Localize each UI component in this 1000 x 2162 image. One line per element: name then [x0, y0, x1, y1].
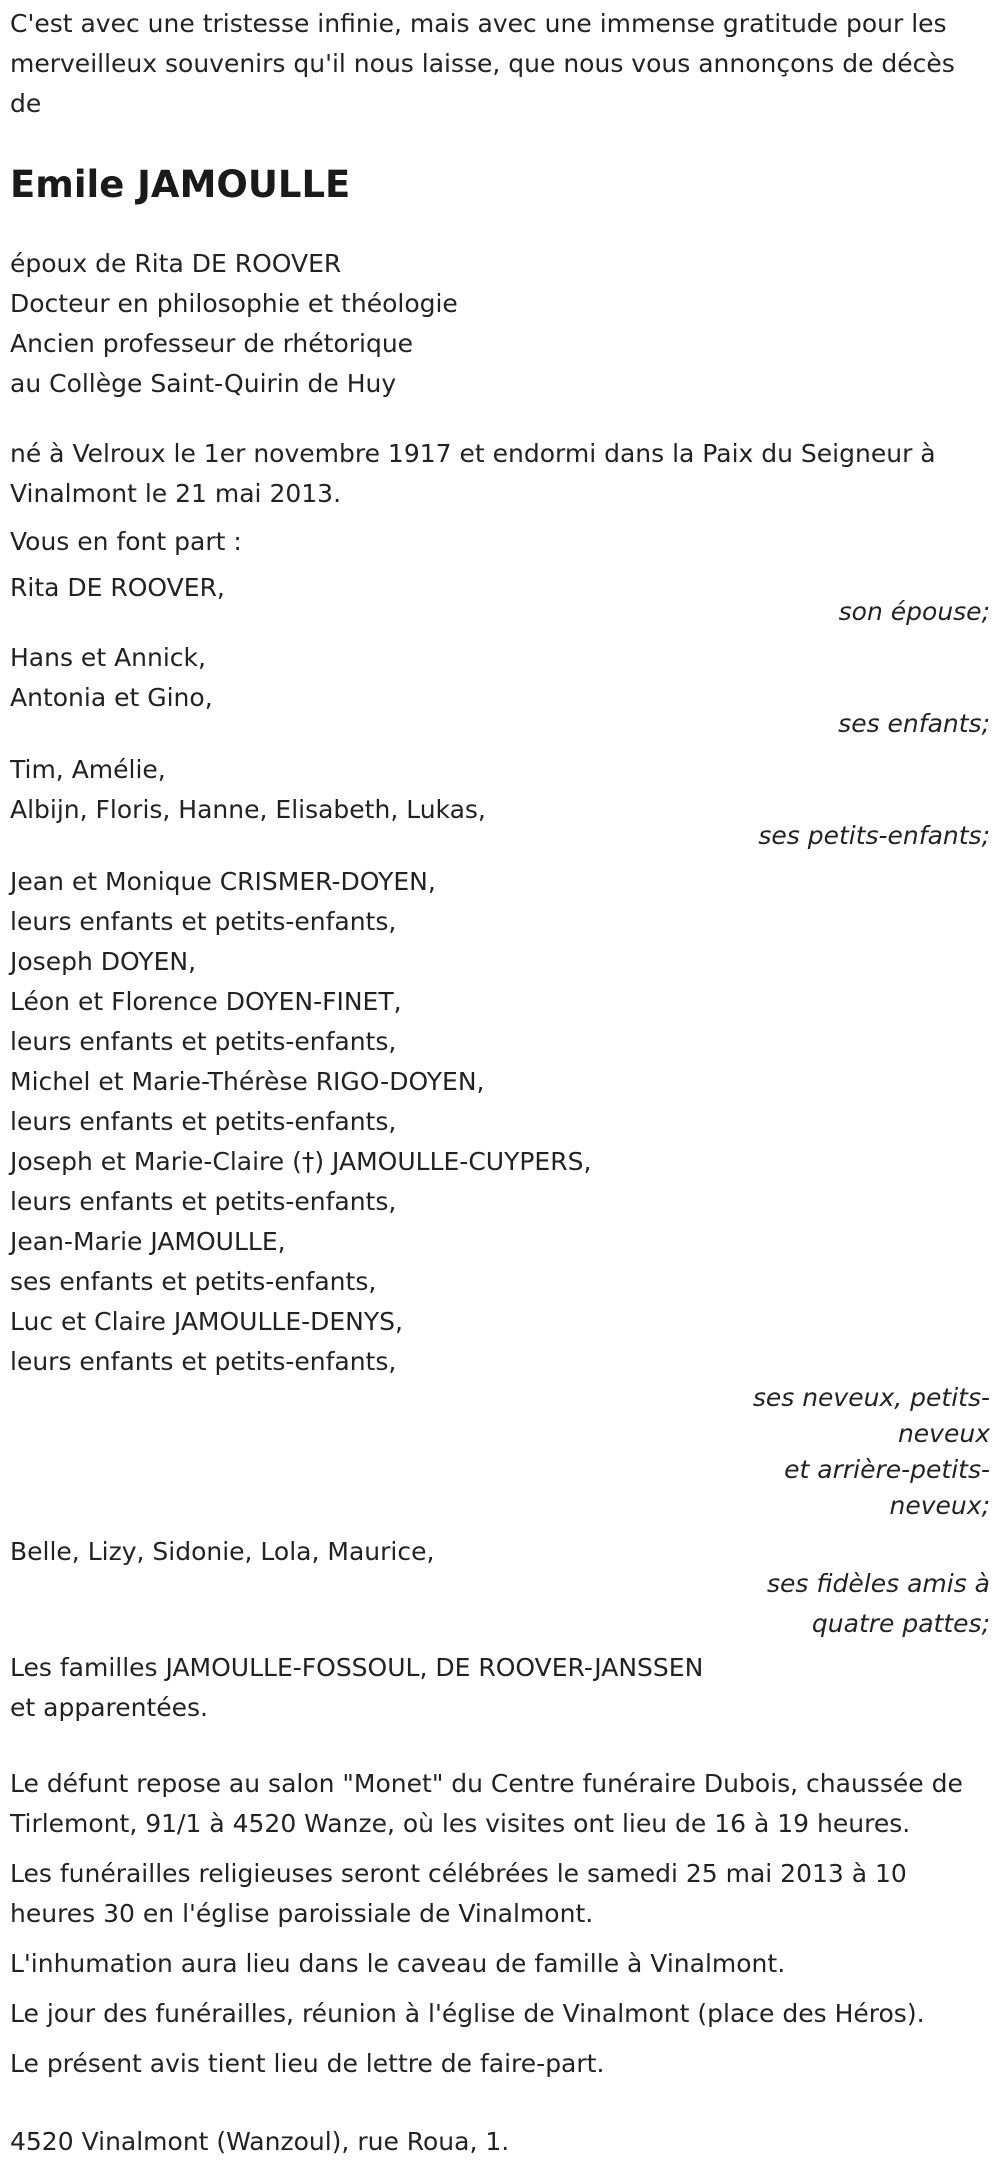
- info-paragraph: Les funérailles religieuses seront célébrées le samedi 25 mai 2013 à 10 heures 30 en l'église paroissiale de Vinalmont.: [10, 1859, 907, 1928]
- nephews-role-line: ses neveux, petits-neveux: [752, 1383, 990, 1448]
- nephew-line: leurs enfants et petits-enfants,: [10, 1187, 397, 1216]
- grandchild-line: Tim, Amélie,: [10, 755, 166, 784]
- pets-block: [10, 1532, 990, 1644]
- deceased-name: Emile JAMOULLE: [10, 163, 351, 206]
- nephews-role-line: et arrière-petits-neveux;: [784, 1455, 990, 1520]
- children-block: [10, 638, 990, 744]
- spouse-line: Rita DE ROOVER,: [10, 573, 225, 602]
- families-line: et apparentées.: [10, 1693, 208, 1722]
- nephew-line: leurs enfants et petits-enfants,: [10, 907, 397, 936]
- nephews-role: [740, 1380, 990, 1524]
- children-role: ses enfants;: [838, 709, 990, 738]
- title-line: Ancien professeur de rhétorique: [10, 329, 414, 358]
- nephew-line: Joseph et Marie-Claire (†) JAMOULLE-CUYPERS,: [10, 1147, 592, 1176]
- title-line: époux de Rita DE ROOVER: [10, 249, 342, 278]
- families-block: [10, 1648, 990, 1728]
- info-paragraph: Le défunt repose au salon "Monet" du Centre funéraire Dubois, chaussée de Tirlemont, 91/1 à 4520 Wanze, où les visites ont lieu de 16 à 19 heures.: [10, 1769, 963, 1838]
- spouse-role: son épouse;: [838, 597, 990, 626]
- nephew-line: ses enfants et petits-enfants,: [10, 1267, 377, 1296]
- nephew-line: Luc et Claire JAMOULLE-DENYS,: [10, 1307, 403, 1336]
- child-line: Hans et Annick,: [10, 643, 206, 672]
- title-line: au Collège Saint-Quirin de Huy: [10, 369, 397, 398]
- nephew-line: Jean-Marie JAMOULLE,: [10, 1227, 286, 1256]
- birth-death-text: né à Velroux le 1er novembre 1917 et endormi dans la Paix du Seigneur à Vinalmont le 21 mai 2013.: [10, 439, 936, 508]
- info-paragraph: Le présent avis tient lieu de lettre de faire-part.: [10, 2049, 605, 2078]
- nephew-line: Michel et Marie-Thérèse RIGO-DOYEN,: [10, 1067, 485, 1096]
- address-text: 4520 Vinalmont (Wanzoul), rue Roua, 1.: [10, 2127, 510, 2156]
- pets-role-wrap: [10, 1564, 990, 1644]
- spouse-block: [10, 568, 990, 632]
- families-line: Les familles JAMOULLE-FOSSOUL, DE ROOVER-JANSSEN: [10, 1653, 704, 1682]
- info-paragraph: L'inhumation aura lieu dans le caveau de famille à Vinalmont.: [10, 1949, 786, 1978]
- title-line: Docteur en philosophie et théologie: [10, 289, 458, 318]
- child-line: Antonia et Gino,: [10, 683, 213, 712]
- nephew-line: leurs enfants et petits-enfants,: [10, 1347, 397, 1376]
- pets-role: ses fidèles amis à quatre pattes;: [767, 1569, 990, 1638]
- info-paragraph: Le jour des funérailles, réunion à l'église de Vinalmont (place des Héros).: [10, 1999, 925, 2028]
- grandchildren-role: ses petits-enfants;: [758, 821, 990, 850]
- nephews-role-wrap: [10, 1380, 990, 1524]
- grandchildren-block: [10, 750, 990, 856]
- nephew-line: leurs enfants et petits-enfants,: [10, 1027, 397, 1056]
- nephew-line: Joseph DOYEN,: [10, 947, 197, 976]
- nephews-block: [10, 862, 990, 1524]
- nephew-line: Léon et Florence DOYEN-FINET,: [10, 987, 402, 1016]
- announce-text: Vous en font part :: [10, 527, 242, 556]
- nephew-line: leurs enfants et petits-enfants,: [10, 1107, 397, 1136]
- intro-paragraph: C'est avec une tristesse infinie, mais avec une immense gratitude pour les merveilleux souvenirs qu'il nous laisse, que nous vous annonçons de décès de: [10, 9, 955, 118]
- info-block: [10, 1764, 990, 2084]
- titles-block: [10, 244, 990, 404]
- pets-line: Belle, Lizy, Sidonie, Lola, Maurice,: [10, 1537, 435, 1566]
- nephew-line: Jean et Monique CRISMER-DOYEN,: [10, 867, 436, 896]
- grandchild-line: Albijn, Floris, Hanne, Elisabeth, Lukas,: [10, 795, 486, 824]
